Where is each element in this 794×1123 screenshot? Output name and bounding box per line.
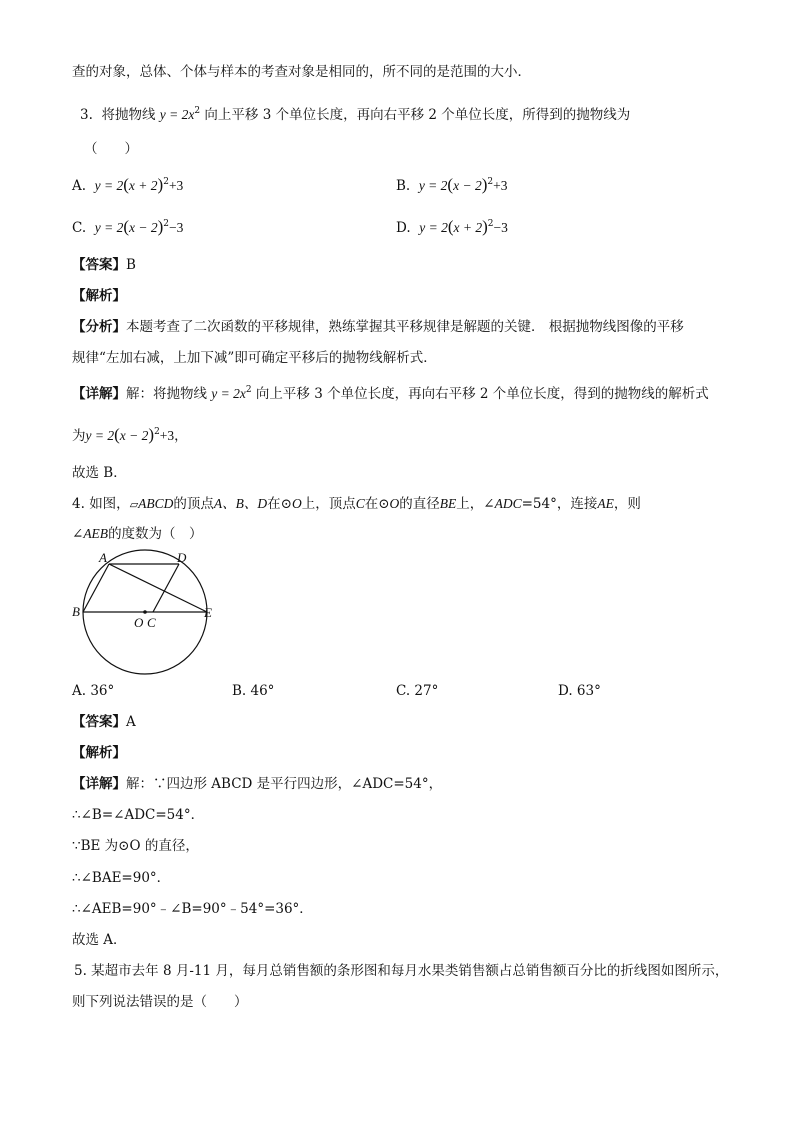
q4-option-b: B. 46°: [232, 683, 275, 699]
q5-stem: 5. 某超市去年 8 月-11 月，每月总销售额的条形图和每月水果类销售额占总销售额百分比的折线图如图所示，: [74, 963, 729, 979]
q3-answer: 【答案】B: [72, 257, 136, 273]
q3-option-d: D. $y = 2(x + 2)^2-3$: [396, 217, 508, 236]
q3-xiangjie: 【详解】解：将抛物线 $y = 2x^2$ 向上平移 3 个单位长度，再向右平移 2 个单位长度，得到的抛物线的解析式: [72, 385, 709, 402]
q4-step-3: ∵BE 为⊙O 的直径，: [72, 838, 199, 854]
label-c: C: [147, 615, 156, 630]
q3-fenxi-2: 规律“左加右减，上加下减”即可确定平移后的抛物线解析式．: [72, 350, 437, 366]
q4-conclusion: 故选 A．: [72, 932, 127, 948]
q4-option-c: C. 27°: [396, 683, 439, 699]
q4-jiexi: 【解析】: [72, 745, 126, 761]
q3-stem: 3. 将抛物线 $y = 2x^2$ 向上平移 3 个单位长度，再向右平移 2 个单位长度，所得到的抛物线为: [80, 106, 631, 123]
q3-fenxi: 【分析】本题考查了二次函数的平移规律，熟练掌握其平移规律是解题的关键． 根据抛物线图像的平移: [72, 319, 684, 335]
q4-answer: 【答案】A: [72, 714, 136, 730]
q4-stem-2: ∠AEB的度数为（ ）: [72, 526, 203, 542]
label-o: O: [134, 615, 144, 630]
label-e: E: [204, 605, 212, 620]
q4-stem: 4. 如图，▱ABCD的顶点A、B、D在⊙O上，顶点C在⊙O的直径BE上，∠ADC=54°，连接AE，则: [72, 496, 641, 512]
q3-jiexi: 【解析】: [72, 288, 126, 304]
q4-figure: [66, 548, 226, 676]
q3-option-c: C. $y = 2(x - 2)^2-3$: [72, 217, 184, 236]
q3-option-a: A. $y = 2(x + 2)^2+3$: [72, 175, 184, 194]
q3-result: 为$y = 2(x - 2)^2+3$，: [72, 425, 188, 444]
q4-option-a: A. 36°: [72, 683, 115, 699]
q4-step-2: ∴∠B=∠ADC=54°．: [72, 807, 205, 823]
q4-option-d: D. 63°: [558, 683, 601, 699]
q3-conclusion: 故选 B．: [72, 465, 127, 481]
intro-line: 查的对象，总体、个体与样本的考查对象是相同的，所不同的是范围的大小．: [72, 64, 531, 80]
q4-step-1: 【详解】解：∵四边形 ABCD 是平行四边形，∠ADC=54°，: [72, 776, 443, 792]
segment-ab: [83, 564, 109, 612]
q4-step-5: ∴∠AEB=90°﹣∠B=90°﹣54°=36°．: [72, 901, 313, 917]
center-dot: [143, 610, 147, 614]
q5-stem-2: 则下列说法错误的是（ ）: [72, 994, 248, 1010]
q3-option-b: B. $y = 2(x - 2)^2+3$: [396, 175, 508, 194]
label-b: B: [72, 604, 80, 619]
label-a: A: [99, 550, 107, 565]
label-d: D: [177, 550, 187, 565]
q3-paren: （ ）: [84, 141, 138, 157]
q4-step-4: ∴∠BAE=90°．: [72, 870, 171, 886]
